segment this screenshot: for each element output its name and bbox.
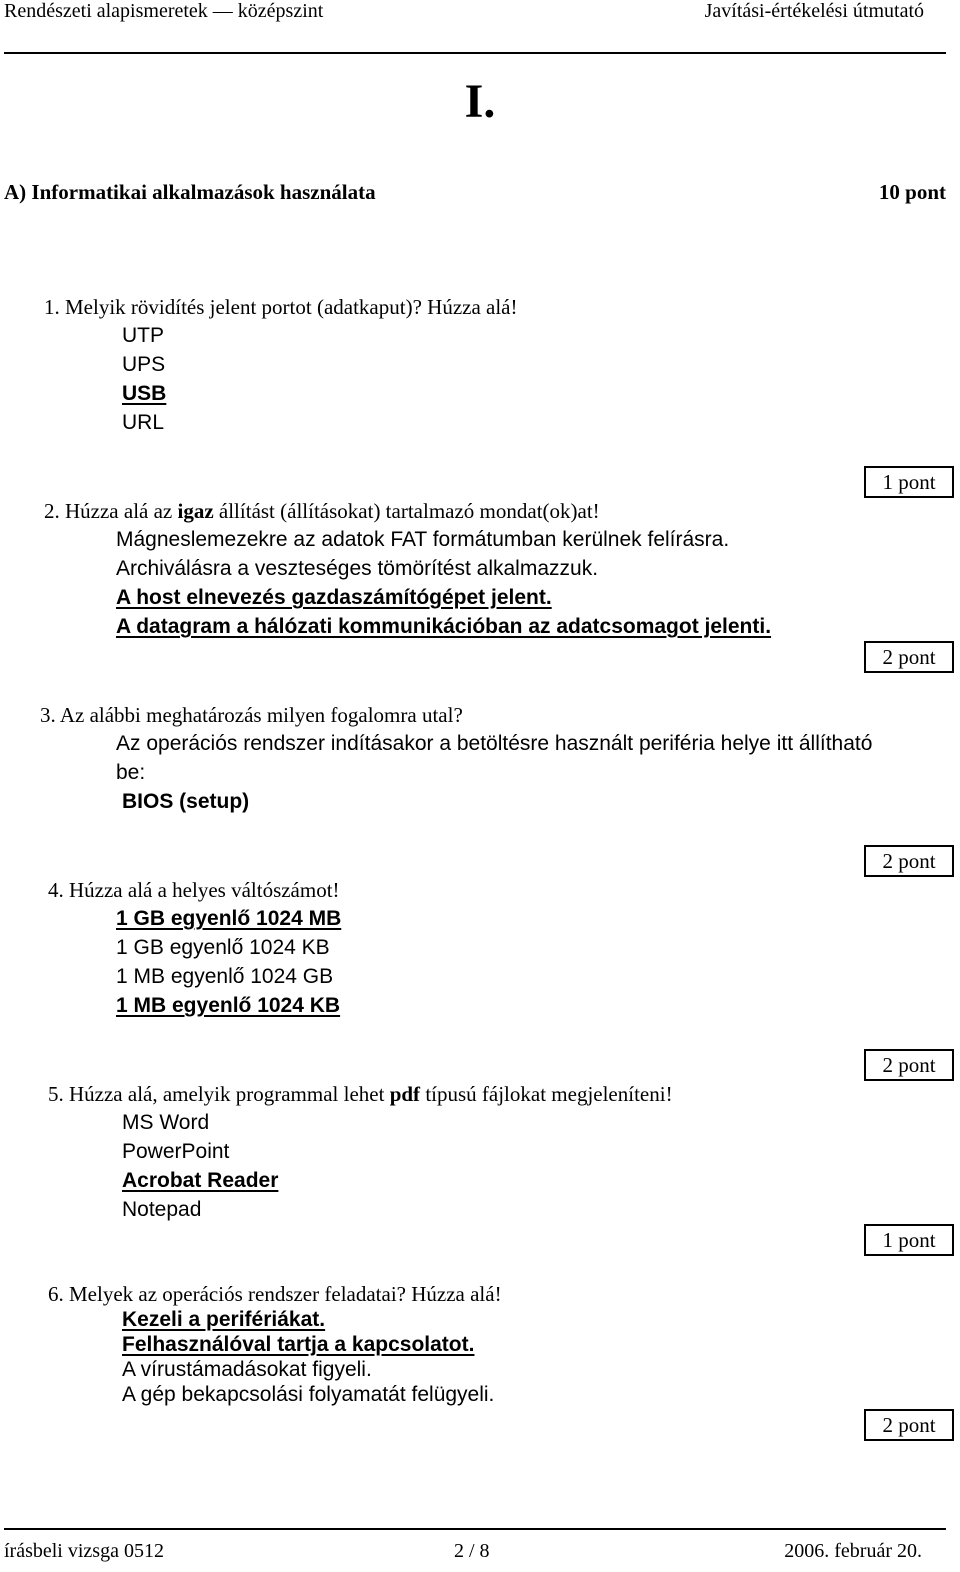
q5-points-box: 1 pont: [864, 1224, 954, 1256]
q2-text-post: állítást (állításokat) tartalmazó mondat(ok)at!: [213, 499, 600, 523]
q2-option-1: Mágneslemezekre az adatok FAT formátumban kerülnek felírásra.: [116, 528, 730, 551]
q4-option-3: 1 MB egyenlő 1024 GB: [116, 965, 334, 988]
question-2: [44, 499, 600, 524]
q5-text-post: típusú fájlokat megjeleníteni!: [420, 1082, 673, 1106]
header-rule: [4, 52, 946, 54]
q5-option-ms-word: MS Word: [122, 1111, 210, 1134]
q1-option-utp: UTP: [122, 324, 164, 347]
q1-option-ups: UPS: [122, 353, 166, 376]
q6-option-1-correct: Kezeli a perifériákat.: [122, 1308, 326, 1331]
footer-date: 2006. február 20.: [784, 1540, 922, 1562]
q2-points-box: 2 pont: [864, 641, 954, 673]
footer-rule: [4, 1528, 946, 1530]
q1-option-url: URL: [122, 411, 165, 434]
q3-description-line2: be:: [116, 761, 146, 784]
q5-text-pre: 5. Húzza alá, amelyik programmal lehet: [48, 1082, 390, 1106]
q4-option-1-correct: 1 GB egyenlő 1024 MB: [116, 907, 342, 930]
section-points: 10 pont: [878, 180, 946, 204]
q3-answer: BIOS (setup): [122, 790, 250, 813]
q6-option-2-correct: Felhasználóval tartja a kapcsolatot.: [122, 1333, 475, 1356]
q4-option-2: 1 GB egyenlő 1024 KB: [116, 936, 330, 959]
section-title: A) Informatikai alkalmazások használata: [4, 180, 376, 204]
footer-page-number: 2 / 8: [454, 1540, 490, 1562]
footer-left: írásbeli vizsga 0512: [4, 1540, 164, 1562]
q2-option-4-correct: A datagram a hálózati kommunikációban az adatcsomagot jelenti.: [116, 615, 772, 638]
q2-text-bold: igaz: [177, 499, 214, 523]
header-left: Rendészeti alapismeretek — középszint: [4, 0, 324, 22]
q4-option-4-correct: 1 MB egyenlő 1024 KB: [116, 994, 341, 1017]
q2-text-pre: 2. Húzza alá az: [44, 499, 178, 523]
q5-option-powerpoint: PowerPoint: [122, 1140, 230, 1163]
q3-points-box: 2 pont: [864, 845, 954, 877]
header-right: Javítási-értékelési útmutató: [704, 0, 924, 22]
question-3: 3. Az alábbi meghatározás milyen fogalomra utal?: [40, 703, 463, 727]
q2-option-2: Archiválásra a veszteséges tömörítést alkalmazzuk.: [116, 557, 599, 580]
q2-option-3-correct: A host elnevezés gazdaszámítógépet jelent.: [116, 586, 552, 609]
q3-description-line1: Az operációs rendszer indításakor a betöltésre használt periféria helye itt állítható: [116, 732, 873, 755]
q4-points-box: 2 pont: [864, 1049, 954, 1081]
part-numeral: I.: [464, 75, 496, 128]
question-1: 1. Melyik rövidítés jelent portot (adatkaput)? Húzza alá!: [44, 295, 518, 319]
q6-option-3: A vírustámadásokat figyeli.: [122, 1358, 372, 1381]
q1-option-usb-correct: USB: [122, 382, 167, 405]
question-6: 6. Melyek az operációs rendszer feladatai? Húzza alá!: [48, 1282, 502, 1306]
q6-points-box: 2 pont: [864, 1409, 954, 1441]
q1-points-box: 1 pont: [864, 466, 954, 498]
question-5: [48, 1082, 673, 1107]
q5-option-acrobat-correct: Acrobat Reader: [122, 1169, 279, 1192]
q6-option-4: A gép bekapcsolási folyamatát felügyeli.: [122, 1383, 495, 1406]
q5-text-bold: pdf: [389, 1082, 421, 1106]
q5-option-notepad: Notepad: [122, 1198, 202, 1221]
question-4: 4. Húzza alá a helyes váltószámot!: [48, 878, 340, 902]
